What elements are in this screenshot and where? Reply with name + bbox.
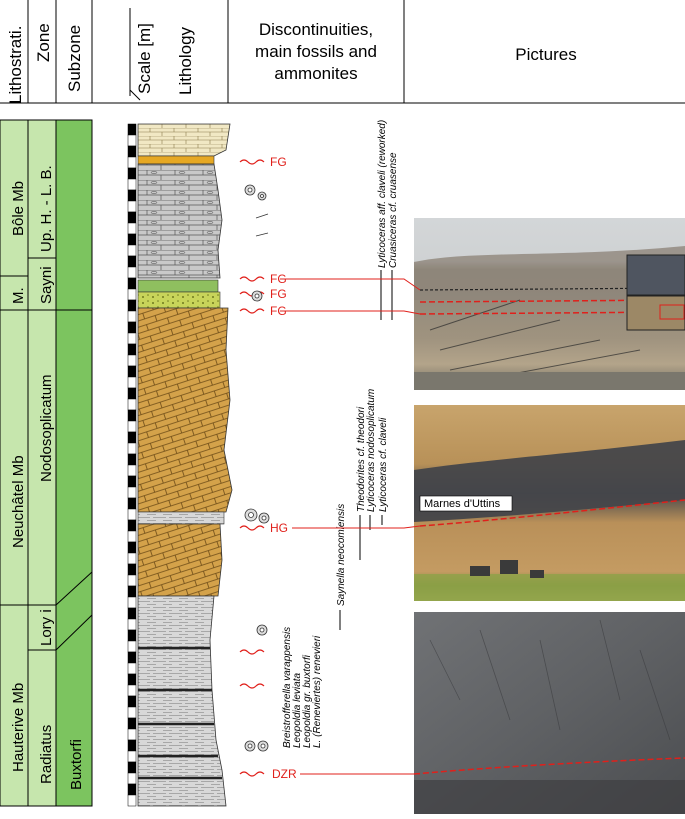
scale-segment: [128, 366, 136, 377]
header-lithology: Lithology: [176, 26, 195, 95]
scale-segment: [128, 685, 136, 696]
discontinuity-label: FG: [270, 287, 287, 301]
scale-segment: [128, 663, 136, 674]
ammonite-icon: [257, 625, 267, 635]
zone-up-h-l-b: Up. H. - L. B.: [38, 165, 55, 252]
ammonite-name: Breistrofferella varappensis: [282, 626, 293, 748]
scale-segment: [128, 729, 136, 740]
scale-segment: [128, 520, 136, 531]
ammonite-name: Leopoldia leviata: [292, 672, 303, 748]
scale-segment: [128, 652, 136, 663]
header-lithostrati: Lithostrati.: [6, 25, 25, 104]
scale-segment: [128, 465, 136, 476]
scale-segment: [128, 542, 136, 553]
discontinuity-fg-4: [240, 304, 287, 318]
scale-segment: [128, 674, 136, 685]
scale-segment: [128, 223, 136, 234]
scale-segment: [128, 509, 136, 520]
discontinuity-fg-1: [240, 155, 287, 169]
header-discontinuities-line3: ammonites: [274, 64, 358, 83]
header-row: [0, 0, 685, 104]
scale-segment: [128, 608, 136, 619]
belemnite-icon: [256, 233, 268, 236]
scale-segment: [128, 773, 136, 784]
scale-segment: [128, 762, 136, 773]
subzone-buxtorfi: Buxtorfi: [68, 739, 85, 790]
scale-segment: [128, 553, 136, 564]
discontinuity-label: DZR: [272, 767, 297, 781]
picture-3: [414, 612, 685, 814]
member-bole: Bôle Mb: [10, 180, 27, 236]
ammonite-name: Leopoldia gr. buxtorfi: [302, 654, 313, 748]
discontinuity-label: FG: [270, 304, 287, 318]
picture-inset: [627, 296, 685, 330]
scale-segment: [128, 432, 136, 443]
member-neuchatel: Neuchâtel Mb: [10, 455, 27, 548]
member-hauterive: Hauterive Mb: [10, 682, 27, 772]
ammonite-name: Saynella neocomiensis: [336, 503, 347, 606]
scale-segment: [128, 498, 136, 509]
scale-segment: [128, 322, 136, 333]
scale-segment: [128, 619, 136, 630]
scale-segment: [128, 399, 136, 410]
fossil-icons: [245, 185, 269, 751]
ammonite-name: Theodorites cf. theodori: [356, 406, 367, 512]
zone-column: [28, 120, 56, 806]
scale-segment: [128, 190, 136, 201]
scale-segment: [128, 135, 136, 146]
lithology-green-bed: [138, 280, 218, 292]
lithology-yellow-bed: [138, 292, 220, 308]
ammonite-name: Lyticoceras cf. claveli: [378, 417, 389, 512]
scale-segment: [128, 476, 136, 487]
scale-segment: [128, 696, 136, 707]
lithology-tan-limestone-lower: [138, 524, 222, 596]
scale-segment: [128, 740, 136, 751]
scale-segment: [128, 564, 136, 575]
header-zone: Zone: [34, 23, 53, 62]
ammonite-icon: [245, 185, 255, 195]
lithology-tan-limestone-upper: [138, 308, 232, 512]
discontinuity-fg-3: [240, 287, 287, 301]
scale-segment: [128, 784, 136, 795]
scale-segment: [128, 718, 136, 729]
ammonite-name: Cruasiceras cf. cruasense: [388, 152, 399, 268]
zone-radiatus: Radiatus: [38, 724, 55, 784]
member-m: M.: [10, 287, 27, 304]
scale-segment: [128, 597, 136, 608]
ammonite-name: Lyticoceras aff. claveli (reworked): [377, 119, 388, 268]
member-column: [0, 120, 28, 806]
ammonite-icon: [259, 513, 269, 523]
scale-segment: [128, 531, 136, 542]
scale-segment: [128, 377, 136, 388]
scale-segment: [128, 751, 136, 762]
lithology-orange-bed-top: [138, 156, 214, 164]
scale-segment: [128, 487, 136, 498]
scale-segment: [128, 278, 136, 289]
scale-segment: [128, 234, 136, 245]
lithology-sandy-top: [138, 124, 230, 156]
scale-segment: [128, 630, 136, 641]
subzone-column: [56, 120, 92, 806]
scale-segment: [128, 168, 136, 179]
ammonite-name: Lyticoceras nodosoplicatum: [366, 388, 377, 512]
scale-segment: [128, 146, 136, 157]
ammonite-icon: [252, 291, 262, 301]
scale-segment: [128, 124, 136, 135]
scale-segment: [128, 344, 136, 355]
discontinuity-dzr: [240, 767, 297, 781]
picture-2-caption: Marnes d'Uttins: [424, 498, 501, 510]
ammonite-icon: [258, 741, 268, 751]
scale-segment: [128, 586, 136, 597]
scale-segment: [128, 641, 136, 652]
scale-segment: [128, 256, 136, 267]
discontinuity-minor-2: [240, 684, 264, 688]
scale-segment: [128, 300, 136, 311]
zone-loryi: Lory i: [38, 609, 55, 646]
scale-segment: [128, 355, 136, 366]
scale-bar: [128, 124, 136, 806]
discontinuity-label: HG: [270, 521, 288, 535]
picture-1: [414, 218, 685, 390]
zone-nodosoplicatum: Nodosoplicatum: [38, 374, 55, 482]
scale-segment: [128, 333, 136, 344]
lithology-marl-lower: [138, 596, 226, 806]
scale-segment: [128, 388, 136, 399]
header-scale: Scale [m]: [135, 23, 154, 94]
header-subzone: Subzone: [65, 24, 84, 92]
scale-segment: [128, 795, 136, 806]
lithology-grey-limestone-upper: [138, 164, 222, 278]
header-pictures: Pictures: [515, 45, 577, 64]
ammonite-icon: [258, 192, 266, 200]
scale-segment: [128, 443, 136, 454]
ammonite-icon: [245, 741, 255, 751]
ammonite-names: [282, 120, 399, 748]
belemnite-icon: [256, 214, 268, 218]
discontinuity-label: FG: [270, 272, 287, 286]
ammonite-icon: [245, 509, 257, 521]
scale-segment: [128, 267, 136, 278]
scale-segment: [128, 311, 136, 322]
scale-segment: [128, 157, 136, 168]
scale-segment: [128, 179, 136, 190]
scale-segment: [128, 289, 136, 300]
picture-inset: [627, 255, 685, 295]
header-discontinuities-line1: Discontinuities,: [258, 20, 374, 39]
scale-segment: [128, 575, 136, 586]
scale-segment: [128, 454, 136, 465]
discontinuity-fg-2: [240, 272, 287, 286]
scale-segment: [128, 410, 136, 421]
picture-2: [414, 405, 685, 601]
scale-segment: [128, 201, 136, 212]
scale-segment: [128, 707, 136, 718]
scale-segment: [128, 212, 136, 223]
lithology-marl-interbed: [138, 512, 224, 524]
discontinuity-minor-1: [240, 650, 264, 654]
scale-segment: [128, 245, 136, 256]
scale-segment: [128, 421, 136, 432]
header-discontinuities-line2: main fossils and: [255, 42, 377, 61]
discontinuity-label: FG: [270, 155, 287, 169]
zone-sayni: Sayni: [38, 266, 55, 304]
lithology-column: [138, 124, 232, 806]
ammonite-name: L. (Reneviertes) renevieri: [312, 635, 323, 748]
